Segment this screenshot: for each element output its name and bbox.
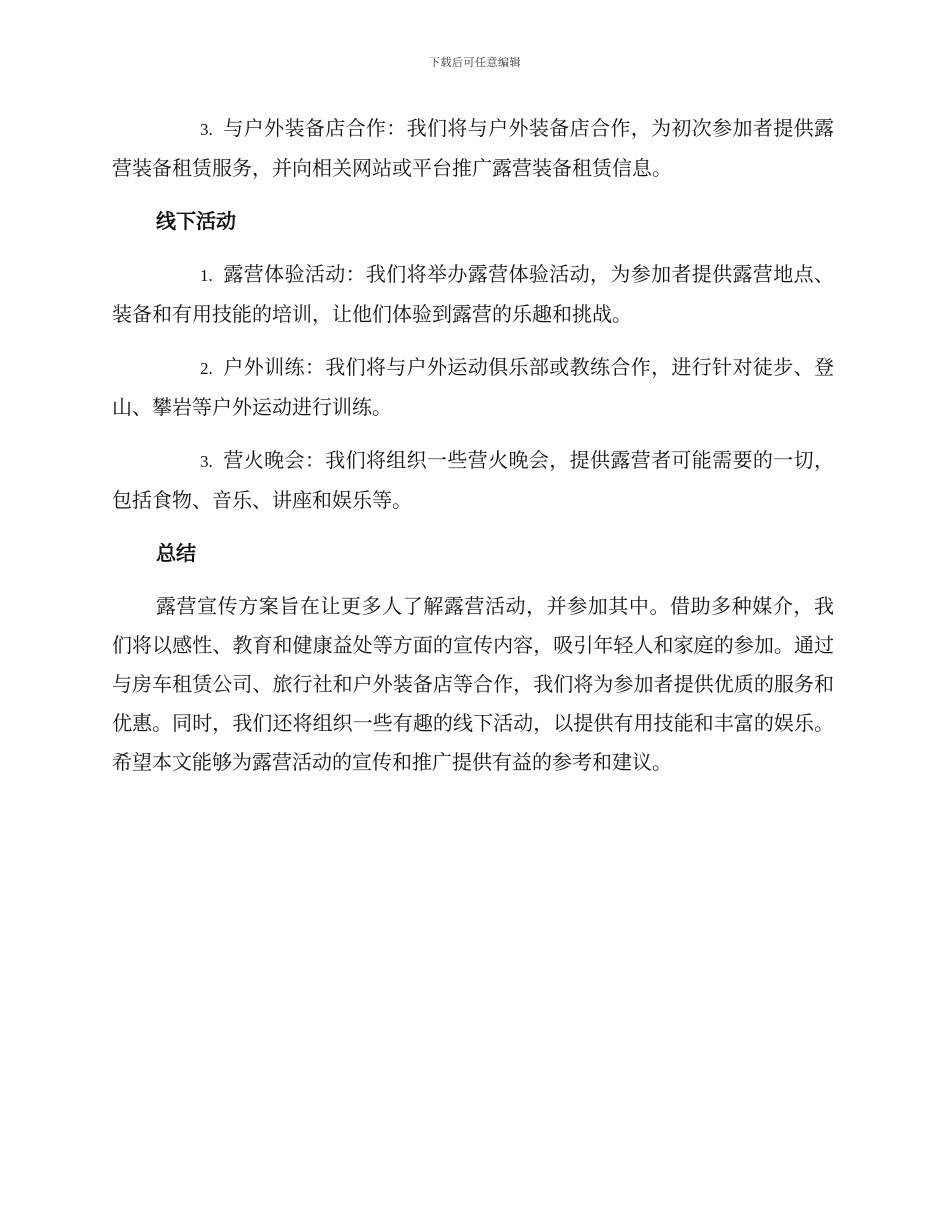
list-item: [112, 109, 834, 188]
list-item-text: 露营体验活动：我们将举办露营体验活动，为参加者提供露营地点、装备和有用技能的培训，让他们体验到露营的乐趣和挑战。: [112, 262, 834, 326]
list-item-text: 户外训练：我们将与户外运动俱乐部或教练合作，进行针对徒步、登山、攀岩等户外运动进行训练。: [112, 355, 834, 419]
list-item-number: 1.: [200, 266, 213, 285]
section-heading-summary: 总结: [156, 541, 196, 565]
list-item-number: 3.: [200, 452, 213, 471]
document-body: [112, 109, 834, 796]
list-item-number: 2.: [200, 359, 213, 378]
list-item-text: 营火晚会：我们将组织一些营火晚会，提供露营者可能需要的一切，包括食物、音乐、讲座和娱乐等。: [112, 448, 834, 512]
summary-paragraph: 露营宣传方案旨在让更多人了解露营活动，并参加其中。借助多种媒介，我们将以感性、教育和健康益处等方面的宣传内容，吸引年轻人和家庭的参加。通过与房车租赁公司、旅行社和户外装备店等合作，我们将为参加者提供优质的服务和优惠。同时，我们还将组织一些有趣的线下活动，以提供有用技能和丰富的娱乐。希望本文能够为露营活动的宣传和推广提供有益的参考和建议。: [112, 594, 834, 774]
section-heading-offline-activities: 线下活动: [156, 209, 236, 233]
page-header: 下载后可任意编辑: [429, 56, 521, 69]
list-item-number: 3.: [200, 120, 213, 139]
list-item: [112, 348, 834, 427]
list-item: [112, 255, 834, 334]
list-item: [112, 441, 834, 520]
list-item-text: 与户外装备店合作：我们将与户外装备店合作，为初次参加者提供露营装备租赁服务，并向相关网站或平台推广露营装备租赁信息。: [112, 116, 834, 180]
